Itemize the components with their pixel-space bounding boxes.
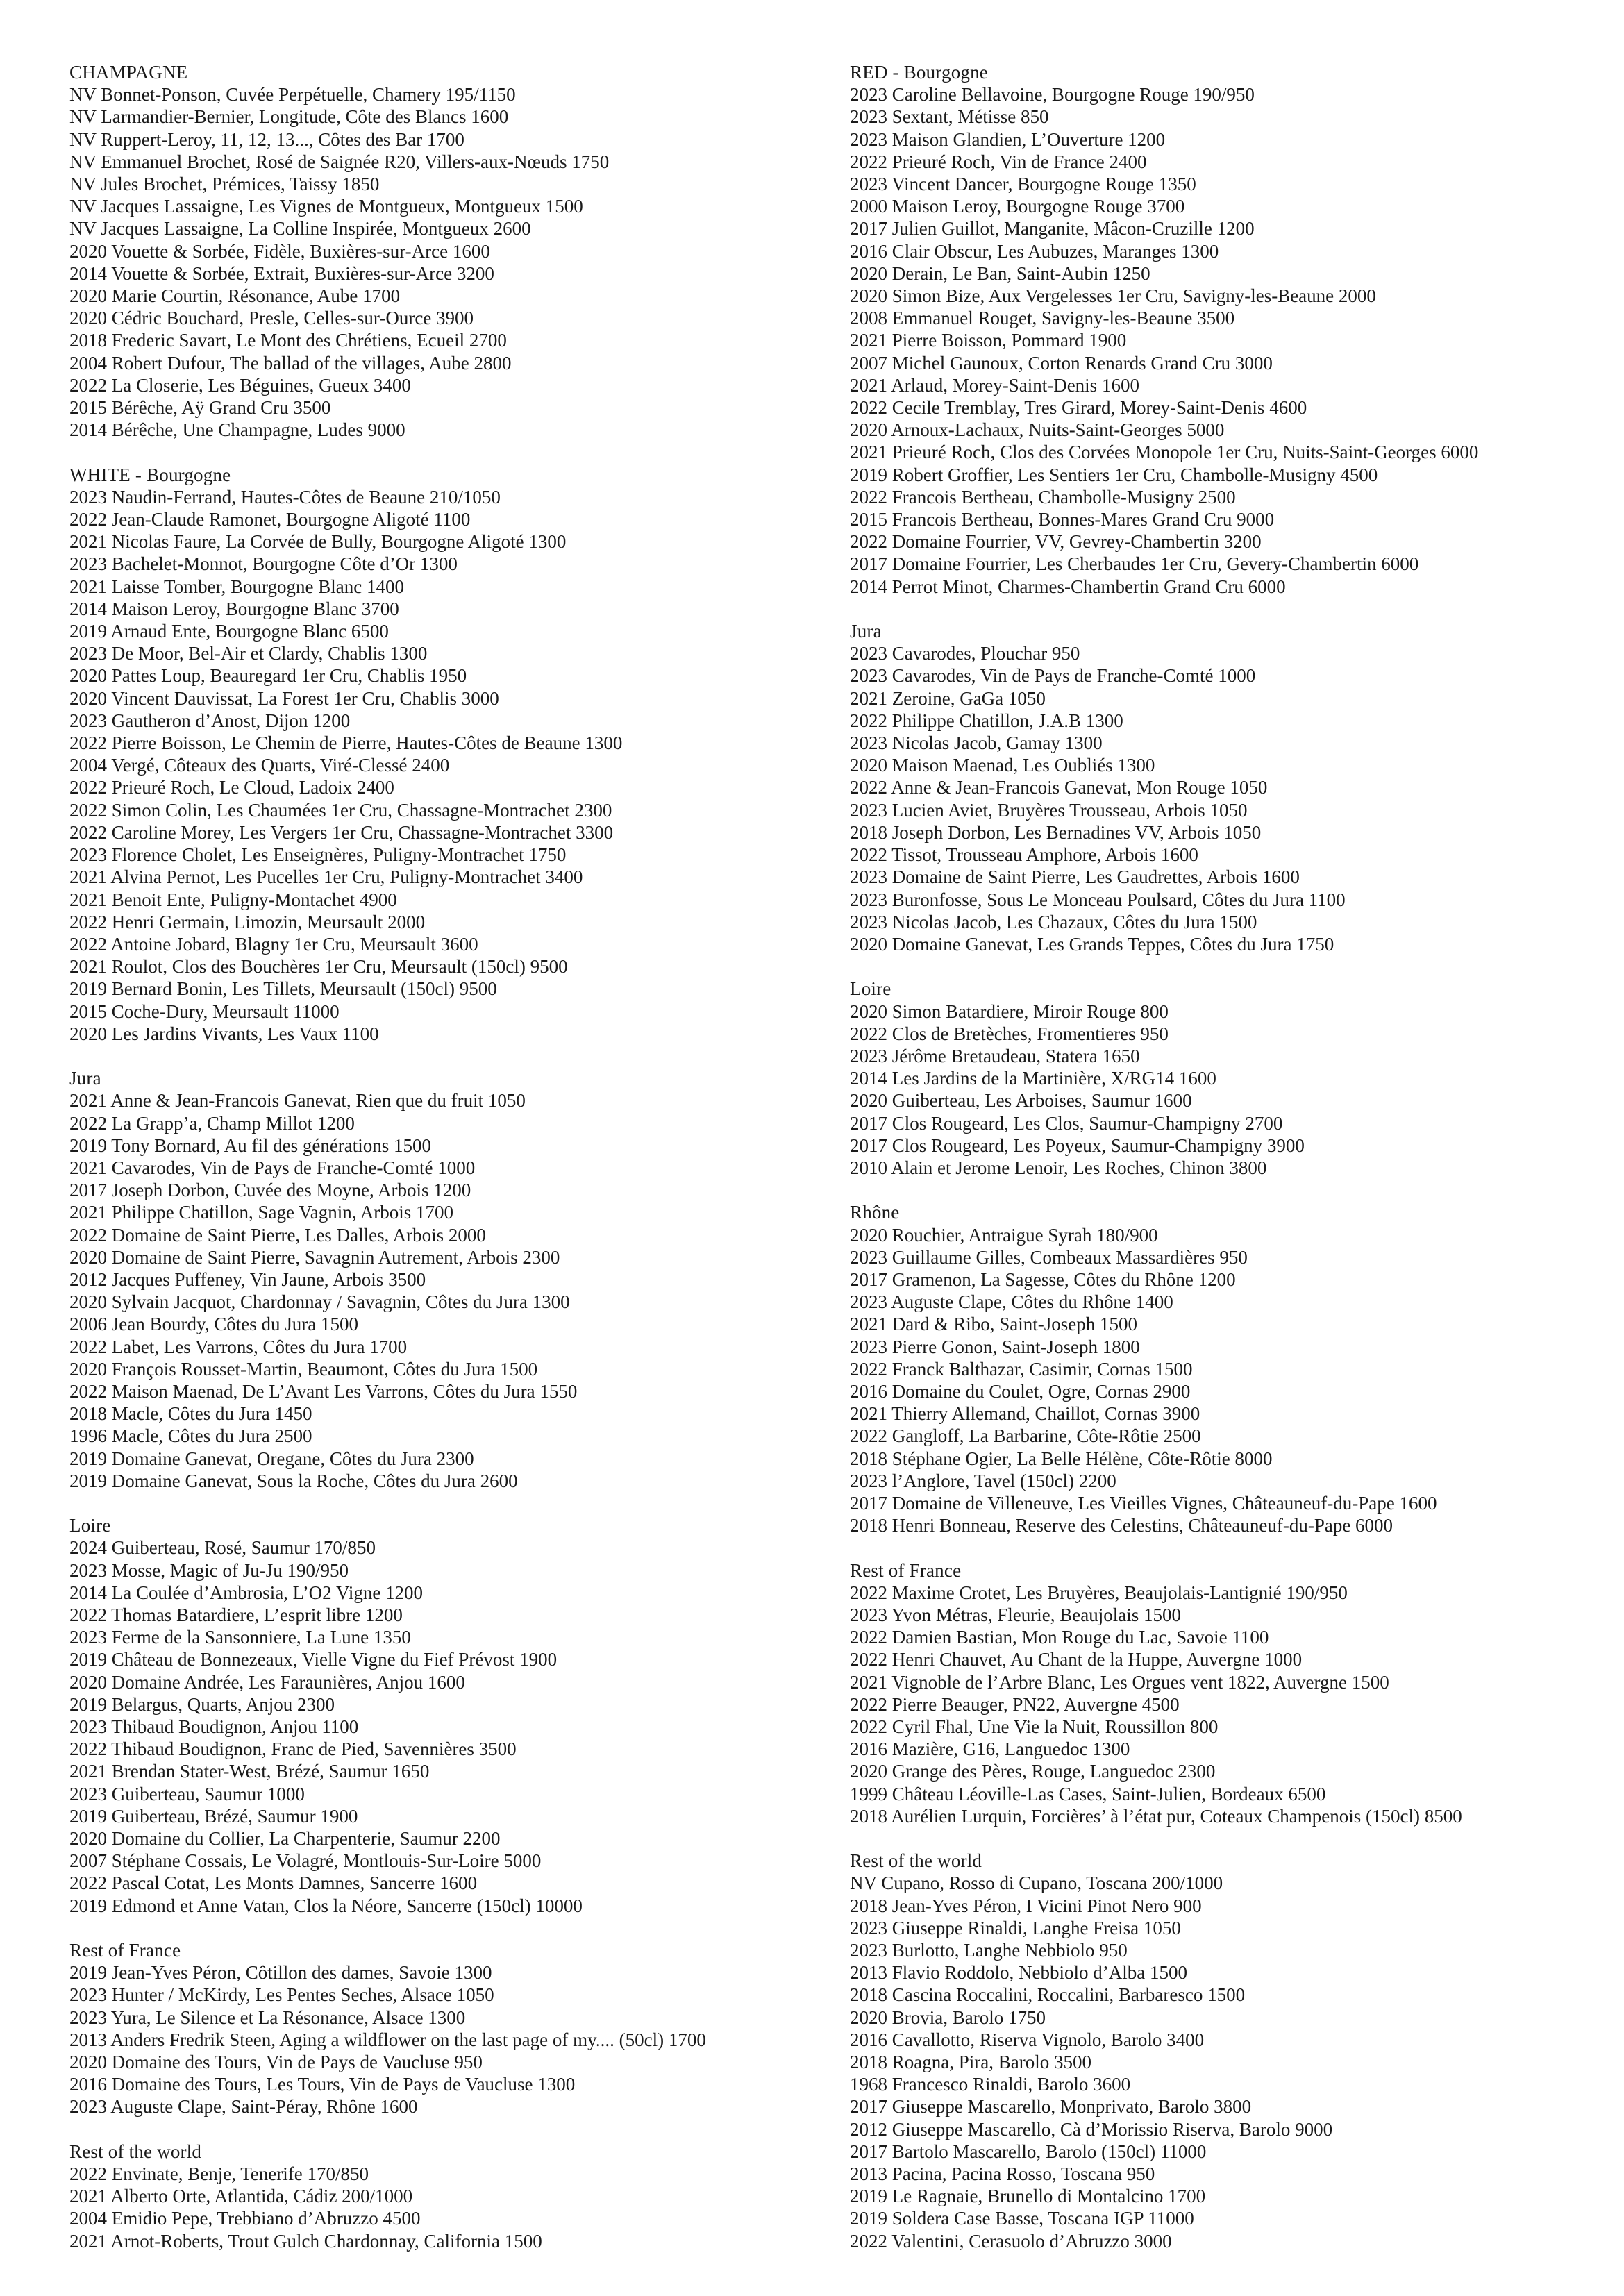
section-heading: WHITE - Bourgogne: [69, 464, 231, 485]
wine-entry: 2018 Roagna, Pira, Barolo 3500: [850, 2052, 1091, 2072]
wine-entry: 2023 Giuseppe Rinaldi, Langhe Freisa 1050: [850, 1917, 1181, 1938]
wine-entry: 2007 Stéphane Cossais, Le Volagré, Montlouis-Sur-Loire 5000: [69, 1850, 542, 1872]
wine-entry: 2016 Mazière, G16, Languedoc 1300: [850, 1738, 1130, 1760]
section-heading: Jura: [69, 1068, 101, 1089]
wine-entry: 2016 Domaine des Tours, Les Tours, Vin de Pays de Vaucluse 1300: [69, 2074, 576, 2095]
wine-entry: 2020 Domaine de Saint Pierre, Savagnin Autrement, Arbois 2300: [69, 1246, 560, 1268]
wine-entry: 2020 Rouchier, Antraigue Syrah 180/900: [850, 1224, 1158, 1246]
wine-entry: 2021 Philippe Chatillon, Sage Vagnin, Arbois 1700: [69, 1202, 453, 1223]
section-heading: Rest of the world: [850, 1850, 982, 1872]
wine-entry: 2022 Cecile Tremblay, Tres Girard, Morey-Saint-Denis 4600: [850, 397, 1307, 419]
wine-entry: 2020 Guiberteau, Les Arboises, Saumur 1600: [850, 1090, 1192, 1112]
section-heading: RED - Bourgogne: [850, 62, 988, 83]
section-rest-of-france: [69, 1939, 826, 2118]
wine-entry: 2020 Arnoux-Lachaux, Nuits-Saint-Georges 5000: [850, 419, 1225, 441]
wine-entry: 2022 Pierre Boisson, Le Chemin de Pierre, Hautes-Côtes de Beaune 1300: [69, 732, 623, 754]
section-rest-of-the-world: [850, 1850, 1614, 2252]
wine-entry: 2023 Jérôme Bretaudeau, Statera 1650: [850, 1045, 1140, 1066]
wine-entry: 2014 Perrot Minot, Charmes-Chambertin Grand Cru 6000: [850, 576, 1286, 597]
wine-entry: 2023 Buronfosse, Sous Le Monceau Poulsard, Côtes du Jura 1100: [850, 889, 1346, 910]
wine-entry: 2023 l’Anglore, Tavel (150cl) 2200: [850, 1470, 1116, 1491]
section-heading: Loire: [850, 978, 891, 1000]
wine-entry: 2004 Emidio Pepe, Trebbiano d’Abruzzo 4500: [69, 2208, 421, 2229]
wine-entry: 2022 Pierre Beauger, PN22, Auvergne 4500: [850, 1693, 1180, 1715]
wine-entry: 2020 Domaine du Collier, La Charpenterie, Saumur 2200: [69, 1828, 501, 1849]
wine-entry: 2020 Marie Courtin, Résonance, Aube 1700: [69, 285, 401, 307]
wine-entry: 2017 Domaine Fourrier, Les Cherbaudes 1er Cru, Gevery-Chambertin 6000: [850, 553, 1419, 575]
wine-entry: 2006 Jean Bourdy, Côtes du Jura 1500: [69, 1314, 358, 1335]
wine-entry: 2019 Le Ragnaie, Brunello di Montalcino 1700: [850, 2186, 1206, 2207]
wine-entry: 2022 Jean-Claude Ramonet, Bourgogne Aligoté 1100: [69, 509, 471, 530]
section-rhone: [850, 1201, 1614, 1536]
wine-entry: 2023 Sextant, Métisse 850: [850, 106, 1049, 128]
wine-entry: 2022 Simon Colin, Les Chaumées 1er Cru, Chassagne-Montrachet 2300: [69, 799, 612, 821]
wine-entry: 2010 Alain et Jerome Lenoir, Les Roches, Chinon 3800: [850, 1157, 1267, 1178]
wine-entry: 2024 Guiberteau, Rosé, Saumur 170/850: [69, 1537, 376, 1559]
wine-entry: 2008 Emmanuel Rouget, Savigny-les-Beaune 3500: [850, 308, 1235, 329]
wine-entry: 2023 Pierre Gonon, Saint-Joseph 1800: [850, 1336, 1140, 1357]
wine-entry: 2023 Yvon Métras, Fleurie, Beaujolais 1500: [850, 1604, 1181, 1625]
wine-entry: 2023 Guiberteau, Saumur 1000: [69, 1783, 305, 1804]
wine-entry: 2016 Clair Obscur, Les Aubuzes, Maranges 1300: [850, 240, 1219, 262]
wine-entry: 2021 Dard & Ribo, Saint-Joseph 1500: [850, 1314, 1137, 1335]
wine-entry: 2022 Anne & Jean-Francois Ganevat, Mon Rouge 1050: [850, 777, 1268, 798]
wine-entry: 2021 Laisse Tomber, Bourgogne Blanc 1400: [69, 576, 404, 597]
wine-entry: 2022 La Closerie, Les Béguines, Gueux 3400: [69, 374, 411, 396]
wine-entry: 2023 Caroline Bellavoine, Bourgogne Rouge 190/950: [850, 84, 1255, 106]
wine-entry: 2021 Alberto Orte, Atlantida, Cádiz 200/1000: [69, 2186, 413, 2207]
wine-entry: 2018 Jean-Yves Péron, I Vicini Pinot Nero 900: [850, 1895, 1202, 1916]
wine-entry: NV Emmanuel Brochet, Rosé de Saignée R20, Villers-aux-Nœuds 1750: [69, 151, 610, 172]
wine-entry: 2016 Cavallotto, Riserva Vignolo, Barolo 3400: [850, 2029, 1205, 2050]
wine-entry: 2022 Thomas Batardiere, L’esprit libre 1200: [69, 1604, 403, 1625]
wine-entry: 2019 Robert Groffier, Les Sentiers 1er Cru, Chambolle-Musigny 4500: [850, 464, 1378, 485]
wine-entry: 2023 De Moor, Bel-Air et Clardy, Chablis 1300: [69, 643, 428, 664]
wine-entry: 2019 Château de Bonnezeaux, Vielle Vigne du Fief Prévost 1900: [69, 1649, 558, 1670]
wine-entry: 2004 Vergé, Côteaux des Quarts, Viré-Clessé 2400: [69, 755, 450, 776]
wine-entry: 2019 Jean-Yves Péron, Côtillon des dames, Savoie 1300: [69, 1962, 492, 1984]
wine-entry: 2007 Michel Gaunoux, Corton Renards Grand Cru 3000: [850, 352, 1273, 374]
wine-entry: 2018 Cascina Roccalini, Roccalini, Barbaresco 1500: [850, 1984, 1246, 2006]
wine-entry: 2023 Domaine de Saint Pierre, Les Gaudrettes, Arbois 1600: [850, 866, 1300, 888]
wine-entry: 2013 Flavio Roddolo, Nebbiolo d’Alba 1500: [850, 1962, 1187, 1984]
wine-entry: 2020 Domaine des Tours, Vin de Pays de Vaucluse 950: [69, 2052, 483, 2073]
wine-entry: 2022 Thibaud Boudignon, Franc de Pied, Savennières 3500: [69, 1738, 517, 1760]
section-champagne: [69, 61, 826, 441]
wine-entry: 2021 Nicolas Faure, La Corvée de Bully, Bourgogne Aligoté 1300: [69, 531, 567, 553]
wine-entry: 2016 Domaine du Coulet, Ogre, Cornas 2900: [850, 1380, 1191, 1402]
wine-entry: 2022 Damien Bastian, Mon Rouge du Lac, Savoie 1100: [850, 1627, 1269, 1648]
wine-entry: 2022 Francois Bertheau, Chambolle-Musigny 2500: [850, 486, 1236, 508]
wine-entry: NV Cupano, Rosso di Cupano, Toscana 200/1000: [850, 1872, 1223, 1894]
wine-entry: 2023 Lucien Aviet, Bruyères Trousseau, Arbois 1050: [850, 799, 1248, 821]
wine-entry: 2019 Domaine Ganevat, Oregane, Côtes du Jura 2300: [69, 1448, 474, 1469]
wine-entry: 2021 Cavarodes, Vin de Pays de Franche-Comté 1000: [69, 1157, 476, 1178]
wine-entry: 2020 Sylvain Jacquot, Chardonnay / Savagnin, Côtes du Jura 1300: [69, 1291, 570, 1313]
wine-entry: 2022 Clos de Bretèches, Fromentieres 950: [850, 1023, 1169, 1044]
wine-entry: 2000 Maison Leroy, Bourgogne Rouge 3700: [850, 196, 1185, 217]
section-white-bourgogne: [69, 464, 826, 1045]
wine-entry: 2017 Clos Rougeard, Les Poyeux, Saumur-Champigny 3900: [850, 1134, 1305, 1156]
wine-entry: 2022 Franck Balthazar, Casimir, Cornas 1500: [850, 1358, 1193, 1380]
wine-entry: 2023 Vincent Dancer, Bourgogne Rouge 1350: [850, 174, 1196, 195]
wine-entry: 2022 Gangloff, La Barbarine, Côte-Rôtie 2500: [850, 1425, 1201, 1447]
wine-entry: 2018 Frederic Savart, Le Mont des Chrétiens, Ecueil 2700: [69, 330, 507, 351]
wine-entry: 2014 Maison Leroy, Bourgogne Blanc 3700: [69, 598, 399, 619]
wine-entry: 2022 Antoine Jobard, Blagny 1er Cru, Meursault 3600: [69, 933, 478, 955]
wine-entry: 2023 Nicolas Jacob, Gamay 1300: [850, 732, 1103, 754]
wine-entry: 2020 Grange des Pères, Rouge, Languedoc 2300: [850, 1761, 1216, 1782]
wine-entry: 1999 Château Léoville-Las Cases, Saint-Julien, Bordeaux 6500: [850, 1783, 1326, 1804]
wine-entry: 2022 Prieuré Roch, Vin de France 2400: [850, 151, 1147, 172]
wine-entry: 2022 Maxime Crotet, Les Bruyères, Beaujolais-Lantignié 190/950: [850, 1582, 1348, 1603]
wine-entry: 2019 Edmond et Anne Vatan, Clos la Néore, Sancerre (150cl) 10000: [69, 1895, 583, 1916]
wine-entry: 2021 Brendan Stater-West, Brézé, Saumur 1650: [69, 1761, 430, 1782]
wine-entry: 2023 Florence Cholet, Les Enseignères, Puligny-Montrachet 1750: [69, 844, 567, 866]
wine-entry: 2022 Cyril Fhal, Une Vie la Nuit, Roussillon 800: [850, 1716, 1219, 1737]
wine-entry: 2022 La Grapp’a, Champ Millot 1200: [69, 1112, 355, 1134]
wine-entry: 2022 Valentini, Cerasuolo d’Abruzzo 3000: [850, 2230, 1172, 2252]
wine-entry: 2020 Pattes Loup, Beauregard 1er Cru, Chablis 1950: [69, 665, 467, 687]
wine-entry: 2023 Auguste Clape, Côtes du Rhône 1400: [850, 1291, 1173, 1313]
wine-entry: 2021 Benoit Ente, Puligny-Montachet 4900: [69, 889, 397, 910]
wine-entry: 2015 Bérêche, Aÿ Grand Cru 3500: [69, 397, 331, 419]
wine-entry: NV Jacques Lassaigne, Les Vignes de Montgueux, Montgueux 1500: [69, 196, 583, 217]
wine-entry: 1968 Francesco Rinaldi, Barolo 3600: [850, 2074, 1131, 2095]
wine-entry: 2021 Prieuré Roch, Clos des Corvées Monopole 1er Cru, Nuits-Saint-Georges 6000: [850, 442, 1479, 463]
section-rest-of-the-world: [69, 2140, 826, 2252]
section-loire: [850, 978, 1614, 1179]
wine-entry: 2022 Maison Maenad, De L’Avant Les Varrons, Côtes du Jura 1550: [69, 1380, 578, 1402]
wine-entry: 2017 Julien Guillot, Manganite, Mâcon-Cruzille 1200: [850, 218, 1255, 240]
wine-entry: 2023 Yura, Le Silence et La Résonance, Alsace 1300: [69, 2006, 466, 2028]
wine-entry: 2022 Envinate, Benje, Tenerife 170/850: [69, 2163, 369, 2185]
wine-entry: 2023 Auguste Clape, Saint-Péray, Rhône 1600: [69, 2096, 418, 2118]
wine-entry: 2017 Bartolo Mascarello, Barolo (150cl) 11000: [850, 2140, 1207, 2162]
wine-entry: 2018 Aurélien Lurquin, Forcières’ à l’état pur, Coteaux Champenois (150cl) 8500: [850, 1805, 1462, 1827]
wine-entry: 2012 Jacques Puffeney, Vin Jaune, Arbois 3500: [69, 1268, 426, 1290]
wine-entry: 2004 Robert Dufour, The ballad of the villages, Aube 2800: [69, 352, 512, 374]
wine-entry: 2020 Domaine Andrée, Les Faraunières, Anjou 1600: [69, 1671, 465, 1693]
wine-entry: 2013 Anders Fredrik Steen, Aging a wildflower on the last page of my.... (50cl) 1700: [69, 2029, 706, 2050]
wine-entry: 2020 Vouette & Sorbée, Fidèle, Buxières-sur-Arce 1600: [69, 240, 490, 262]
wine-entry: 2020 Simon Bize, Aux Vergelesses 1er Cru, Savigny-les-Beaune 2000: [850, 285, 1376, 307]
wine-entry: 2022 Pascal Cotat, Les Monts Damnes, Sancerre 1600: [69, 1872, 478, 1894]
wine-entry: 2022 Henri Chauvet, Au Chant de la Huppe, Auvergne 1000: [850, 1649, 1303, 1670]
wine-entry: 2023 Bachelet-Monnot, Bourgogne Côte d’Or 1300: [69, 553, 458, 575]
wine-entry: 2020 Domaine Ganevat, Les Grands Teppes, Côtes du Jura 1750: [850, 933, 1334, 955]
wine-entry: 2017 Domaine de Villeneuve, Les Vieilles Vignes, Châteauneuf-du-Pape 1600: [850, 1492, 1437, 1514]
section-heading: CHAMPAGNE: [69, 62, 188, 83]
section-heading: Rest of the world: [69, 2140, 202, 2162]
wine-entry: 2017 Clos Rougeard, Les Clos, Saumur-Champigny 2700: [850, 1112, 1283, 1134]
wine-entry: 2021 Zeroine, GaGa 1050: [850, 687, 1046, 709]
wine-entry: 2022 Caroline Morey, Les Vergers 1er Cru, Chassagne-Montrachet 3300: [69, 821, 614, 843]
wine-entry: 2022 Henri Germain, Limozin, Meursault 2000: [69, 911, 426, 932]
wine-entry: 2018 Macle, Côtes du Jura 1450: [69, 1403, 312, 1425]
wine-entry: 2012 Giuseppe Mascarello, Cà d’Morissio Riserva, Barolo 9000: [850, 2118, 1333, 2140]
wine-entry: 2019 Domaine Ganevat, Sous la Roche, Côtes du Jura 2600: [69, 1470, 518, 1491]
wine-entry: 2017 Giuseppe Mascarello, Monprivato, Barolo 3800: [850, 2096, 1252, 2118]
wine-entry: 2021 Alvina Pernot, Les Pucelles 1er Cru, Puligny-Montrachet 3400: [69, 866, 583, 888]
wine-entry: 2021 Roulot, Clos des Bouchères 1er Cru, Meursault (150cl) 9500: [69, 956, 568, 978]
wine-entry: 2019 Tony Bornard, Au fil des générations 1500: [69, 1134, 432, 1156]
wine-entry: 2015 Coche-Dury, Meursault 11000: [69, 1000, 340, 1022]
section-jura: [850, 620, 1614, 955]
wine-entry: 2023 Mosse, Magic of Ju-Ju 190/950: [69, 1559, 349, 1581]
wine-entry: 2021 Anne & Jean-Francois Ganevat, Rien que du fruit 1050: [69, 1090, 526, 1112]
left-column: [69, 61, 826, 2274]
section-heading: Rest of France: [69, 1940, 181, 1961]
section-heading: Rest of France: [850, 1559, 962, 1581]
wine-entry: 2021 Arlaud, Morey-Saint-Denis 1600: [850, 374, 1139, 396]
wine-entry: 2023 Nicolas Jacob, Les Chazaux, Côtes du Jura 1500: [850, 911, 1257, 932]
wine-entry: 2020 Les Jardins Vivants, Les Vaux 1100: [69, 1023, 379, 1044]
wine-entry: 2023 Thibaud Boudignon, Anjou 1100: [69, 1716, 359, 1737]
wine-entry: 2017 Joseph Dorbon, Cuvée des Moyne, Arbois 1200: [69, 1180, 471, 1201]
section-loire: [69, 1514, 826, 1917]
wine-entry: 2017 Gramenon, La Sagesse, Côtes du Rhône 1200: [850, 1268, 1236, 1290]
wine-entry: NV Bonnet-Ponson, Cuvée Perpétuelle, Chamery 195/1150: [69, 84, 516, 106]
wine-entry: 2015 Francois Bertheau, Bonnes-Mares Grand Cru 9000: [850, 509, 1275, 530]
wine-entry: 2022 Domaine de Saint Pierre, Les Dalles, Arbois 2000: [69, 1224, 486, 1246]
wine-entry: 2020 Brovia, Barolo 1750: [850, 2006, 1046, 2028]
wine-entry: 2018 Stéphane Ogier, La Belle Hélène, Côte-Rôtie 8000: [850, 1448, 1273, 1469]
wine-entry: 2023 Naudin-Ferrand, Hautes-Côtes de Beaune 210/1050: [69, 486, 501, 508]
section-heading: Loire: [69, 1515, 111, 1536]
wine-entry: 2019 Arnaud Ente, Bourgogne Blanc 6500: [69, 621, 389, 642]
wine-entry: 2020 Maison Maenad, Les Oubliés 1300: [850, 755, 1155, 776]
wine-entry: 2014 Vouette & Sorbée, Extrait, Buxières-sur-Arce 3200: [69, 262, 494, 284]
wine-entry: 2019 Guiberteau, Brézé, Saumur 1900: [69, 1805, 358, 1827]
wine-entry: NV Larmandier-Bernier, Longitude, Côte des Blancs 1600: [69, 106, 509, 128]
right-column: [850, 61, 1614, 2274]
wine-entry: 2019 Soldera Case Basse, Toscana IGP 11000: [850, 2208, 1194, 2229]
wine-entry: 2023 Maison Glandien, L’Ouverture 1200: [850, 128, 1166, 150]
wine-entry: 2020 Derain, Le Ban, Saint-Aubin 1250: [850, 262, 1150, 284]
section-heading: Rhône: [850, 1202, 900, 1223]
wine-entry: 1996 Macle, Côtes du Jura 2500: [69, 1425, 312, 1447]
section-red-bourgogne: [850, 61, 1614, 598]
wine-entry: 2022 Labet, Les Varrons, Côtes du Jura 1700: [69, 1336, 408, 1357]
wine-entry: 2019 Belargus, Quarts, Anjou 2300: [69, 1693, 335, 1715]
wine-entry: NV Jacques Lassaigne, La Colline Inspirée, Montgueux 2600: [69, 218, 531, 240]
wine-entry: 2014 Les Jardins de la Martinière, X/RG14 1600: [850, 1068, 1216, 1089]
wine-entry: NV Jules Brochet, Prémices, Taissy 1850: [69, 174, 380, 195]
wine-entry: 2022 Domaine Fourrier, VV, Gevrey-Chambertin 3200: [850, 531, 1262, 553]
wine-entry: 2022 Prieuré Roch, Le Cloud, Ladoix 2400: [69, 777, 394, 798]
wine-entry: 2023 Cavarodes, Plouchar 950: [850, 643, 1080, 664]
wine-entry: 2020 Simon Batardiere, Miroir Rouge 800: [850, 1000, 1169, 1022]
wine-entry: 2023 Ferme de la Sansonniere, La Lune 1350: [69, 1627, 411, 1648]
wine-entry: 2019 Bernard Bonin, Les Tillets, Meursault (150cl) 9500: [69, 978, 497, 1000]
wine-entry: 2018 Henri Bonneau, Reserve des Celestins, Châteauneuf-du-Pape 6000: [850, 1515, 1393, 1536]
wine-entry: 2013 Pacina, Pacina Rosso, Toscana 950: [850, 2163, 1155, 2185]
wine-entry: 2023 Burlotto, Langhe Nebbiolo 950: [850, 1939, 1128, 1961]
wine-entry: 2023 Guillaume Gilles, Combeaux Massardières 950: [850, 1246, 1248, 1268]
wine-entry: 2021 Vignoble de l’Arbre Blanc, Les Orgues vent 1822, Auvergne 1500: [850, 1671, 1389, 1693]
wine-entry: 2023 Gautheron d’Anost, Dijon 1200: [69, 710, 351, 731]
section-rest-of-france: [850, 1559, 1614, 1827]
wine-entry: 2014 Bérêche, Une Champagne, Ludes 9000: [69, 419, 405, 441]
section-heading: Jura: [850, 621, 882, 642]
wine-entry: 2022 Tissot, Trousseau Amphore, Arbois 1600: [850, 844, 1198, 866]
wine-entry: 2022 Philippe Chatillon, J.A.B 1300: [850, 710, 1123, 731]
wine-entry: NV Ruppert-Leroy, 11, 12, 13..., Côtes des Bar 1700: [69, 128, 464, 150]
wine-entry: 2021 Arnot-Roberts, Trout Gulch Chardonnay, California 1500: [69, 2230, 542, 2252]
wine-entry: 2020 François Rousset-Martin, Beaumont, Côtes du Jura 1500: [69, 1358, 538, 1380]
wine-entry: 2020 Cédric Bouchard, Presle, Celles-sur-Ource 3900: [69, 308, 474, 329]
wine-entry: 2023 Hunter / McKirdy, Les Pentes Seches, Alsace 1050: [69, 1984, 494, 2006]
wine-entry: 2021 Thierry Allemand, Chaillot, Cornas 3900: [850, 1403, 1200, 1425]
wine-entry: 2020 Vincent Dauvissat, La Forest 1er Cru, Chablis 3000: [69, 687, 499, 709]
wine-entry: 2014 La Coulée d’Ambrosia, L’O2 Vigne 1200: [69, 1582, 424, 1603]
section-jura: [69, 1067, 826, 1492]
wine-entry: 2021 Pierre Boisson, Pommard 1900: [850, 330, 1127, 351]
wine-entry: 2018 Joseph Dorbon, Les Bernadines VV, Arbois 1050: [850, 821, 1262, 843]
wine-entry: 2023 Cavarodes, Vin de Pays de Franche-Comté 1000: [850, 665, 1256, 687]
